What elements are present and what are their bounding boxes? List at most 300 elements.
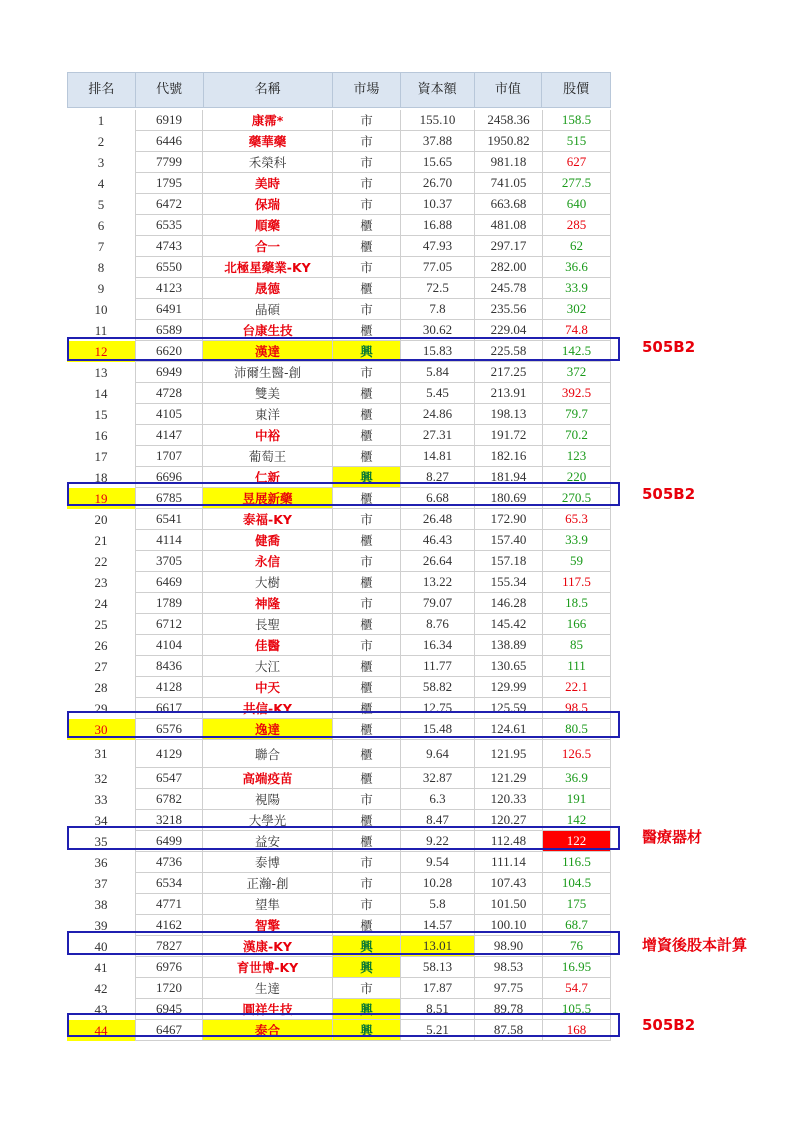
table-row: [67, 236, 611, 257]
cell-market-cap: 130.65: [475, 656, 543, 677]
cell-price: 33.9: [543, 530, 611, 551]
cell-capital: 9.22: [401, 831, 475, 852]
cell-capital: 58.13: [401, 957, 475, 978]
cell-capital: 47.93: [401, 236, 475, 257]
cell-rank: 18: [94, 469, 108, 485]
cell-code: 7799: [135, 152, 203, 173]
cell-code: 6620: [135, 341, 203, 362]
cell-market-cap: 741.05: [475, 173, 543, 194]
cell-capital: 15.83: [401, 341, 475, 362]
table-row: [67, 425, 611, 446]
cell-name: 育世博-KY: [203, 957, 333, 978]
cell-capital: 27.31: [401, 425, 475, 446]
table-row: [67, 677, 611, 698]
cell-price: 126.5: [543, 740, 611, 768]
cell-name: 聯合: [203, 740, 333, 768]
cell-price: 111: [543, 656, 611, 677]
header-code: 代號: [136, 73, 204, 107]
cell-market: 市: [333, 131, 401, 152]
cell-code: 3218: [135, 810, 203, 831]
table-row: [67, 635, 611, 656]
cell-rank: 35: [94, 833, 108, 849]
cell-market-cap: 120.33: [475, 789, 543, 810]
cell-price: 70.2: [543, 425, 611, 446]
cell-price: 142.5: [543, 341, 611, 362]
cell-capital: 155.10: [401, 110, 475, 131]
cell-name: 中裕: [203, 425, 333, 446]
cell-rank: 29: [94, 700, 108, 716]
cell-market: 櫃: [333, 572, 401, 593]
table-row: [67, 915, 611, 936]
table-row: [67, 467, 611, 488]
cell-capital: 10.37: [401, 194, 475, 215]
table-row: [67, 446, 611, 467]
cell-price: 302: [543, 299, 611, 320]
cell-market-cap: 245.78: [475, 278, 543, 299]
cell-market: 櫃: [333, 810, 401, 831]
header-rank: 排名: [68, 73, 136, 107]
cell-name: 北極星藥業-KY: [203, 257, 333, 278]
cell-capital: 13.22: [401, 572, 475, 593]
cell-price: 74.8: [543, 320, 611, 341]
cell-name: 中天: [203, 677, 333, 698]
cell-price: 122: [543, 831, 611, 852]
cell-price: 123: [543, 446, 611, 467]
table-row: [67, 194, 611, 215]
cell-market: 櫃: [333, 719, 401, 740]
table-row: [67, 810, 611, 831]
cell-rank: 43: [94, 1001, 108, 1017]
table-row: [67, 768, 611, 789]
cell-price: 79.7: [543, 404, 611, 425]
cell-capital: 58.82: [401, 677, 475, 698]
cell-capital: 79.07: [401, 593, 475, 614]
table-row: [67, 320, 611, 341]
cell-capital: 72.5: [401, 278, 475, 299]
cell-market: 市: [333, 789, 401, 810]
cell-rank: 14: [94, 385, 108, 401]
cell-price: 36.9: [543, 768, 611, 789]
cell-market-cap: 282.00: [475, 257, 543, 278]
cell-code: 1720: [135, 978, 203, 999]
cell-name: 雙美: [203, 383, 333, 404]
cell-price: 36.6: [543, 257, 611, 278]
cell-name: 合一: [203, 236, 333, 257]
cell-name: 泰合: [203, 1020, 333, 1041]
cell-capital: 8.27: [401, 467, 475, 488]
cell-rank: 3: [97, 154, 105, 170]
table-row: [67, 341, 611, 362]
cell-code: 6576: [135, 719, 203, 740]
cell-rank: 1: [97, 112, 105, 128]
cell-code: 4129: [135, 740, 203, 768]
cell-rank: 10: [94, 301, 108, 317]
cell-rank: 11: [94, 322, 108, 338]
cell-price: 515: [543, 131, 611, 152]
table-row: [67, 278, 611, 299]
cell-rank: 37: [94, 875, 108, 891]
cell-code: 6472: [135, 194, 203, 215]
header-market: 市場: [333, 73, 401, 107]
cell-price: 270.5: [543, 488, 611, 509]
cell-capital: 26.64: [401, 551, 475, 572]
cell-market: 櫃: [333, 614, 401, 635]
table-row: [67, 831, 611, 852]
cell-name: 視陽: [203, 789, 333, 810]
cell-code: 4147: [135, 425, 203, 446]
cell-code: 4114: [135, 530, 203, 551]
cell-name: 泰博: [203, 852, 333, 873]
cell-market: 市: [333, 873, 401, 894]
table-row: [67, 698, 611, 719]
cell-rank: 20: [94, 511, 108, 527]
cell-name: 美時: [203, 173, 333, 194]
cell-code: 6467: [135, 1020, 203, 1041]
cell-market: 櫃: [333, 530, 401, 551]
table-row: [67, 656, 611, 677]
cell-market: 櫃: [333, 768, 401, 789]
table-row: [67, 873, 611, 894]
cell-market-cap: 229.04: [475, 320, 543, 341]
table-row: [67, 257, 611, 278]
cell-price: 372: [543, 362, 611, 383]
cell-rank: 38: [94, 896, 108, 912]
cell-code: 4736: [135, 852, 203, 873]
cell-market: 市: [333, 257, 401, 278]
cell-market: 櫃: [333, 446, 401, 467]
cell-code: 6617: [135, 698, 203, 719]
cell-name: 逸達: [203, 719, 333, 740]
cell-rank: 6: [97, 217, 105, 233]
cell-market: 櫃: [333, 677, 401, 698]
cell-rank: 25: [94, 616, 108, 632]
cell-market-cap: 235.56: [475, 299, 543, 320]
cell-capital: 9.64: [401, 740, 475, 768]
table-row: [67, 614, 611, 635]
table-row: [67, 999, 611, 1020]
table-row: [67, 978, 611, 999]
cell-code: 8436: [135, 656, 203, 677]
cell-market: 市: [333, 593, 401, 614]
cell-price: 62: [543, 236, 611, 257]
cell-market: 市: [333, 173, 401, 194]
cell-market-cap: 124.61: [475, 719, 543, 740]
cell-code: 6534: [135, 873, 203, 894]
cell-code: 6547: [135, 768, 203, 789]
cell-market: 興: [333, 957, 401, 978]
cell-name: 高端疫苗: [203, 768, 333, 789]
cell-capital: 26.48: [401, 509, 475, 530]
table-row: [67, 383, 611, 404]
cell-market: 櫃: [333, 383, 401, 404]
annotation-capital-increase: 增資後股本計算: [642, 936, 748, 954]
cell-price: 98.5: [543, 698, 611, 719]
cell-code: 6550: [135, 257, 203, 278]
cell-market-cap: 155.34: [475, 572, 543, 593]
cell-name: 順藥: [203, 215, 333, 236]
cell-name: 漢康-KY: [203, 936, 333, 957]
cell-market: 市: [333, 110, 401, 131]
cell-market-cap: 481.08: [475, 215, 543, 236]
cell-price: 220: [543, 467, 611, 488]
cell-name: 圓祥生技: [203, 999, 333, 1020]
cell-price: 142: [543, 810, 611, 831]
cell-rank: 8: [97, 259, 105, 275]
cell-market: 櫃: [333, 698, 401, 719]
table-row: [67, 572, 611, 593]
cell-name: 藥華藥: [203, 131, 333, 152]
cell-price: 392.5: [543, 383, 611, 404]
cell-capital: 77.05: [401, 257, 475, 278]
cell-capital: 26.70: [401, 173, 475, 194]
cell-name: 台康生技: [203, 320, 333, 341]
cell-name: 佳醫: [203, 635, 333, 656]
table-row: [67, 957, 611, 978]
cell-market-cap: 213.91: [475, 383, 543, 404]
cell-price: 105.5: [543, 999, 611, 1020]
cell-capital: 37.88: [401, 131, 475, 152]
cell-market-cap: 1950.82: [475, 131, 543, 152]
cell-market: 市: [333, 852, 401, 873]
annotation-505b2: 505B2: [642, 485, 696, 503]
cell-market: 櫃: [333, 236, 401, 257]
cell-price: 285: [543, 215, 611, 236]
cell-market-cap: 97.75: [475, 978, 543, 999]
cell-rank: 24: [94, 595, 108, 611]
cell-code: 4728: [135, 383, 203, 404]
header-market-cap: 市值: [475, 73, 543, 107]
cell-market-cap: 663.68: [475, 194, 543, 215]
cell-capital: 15.65: [401, 152, 475, 173]
cell-code: 4743: [135, 236, 203, 257]
cell-rank: 31: [94, 746, 108, 761]
cell-rank: 32: [94, 770, 108, 786]
cell-market: 市: [333, 362, 401, 383]
table-row: [67, 362, 611, 383]
cell-name: 禾榮科: [203, 152, 333, 173]
cell-name: 晟德: [203, 278, 333, 299]
cell-rank: 12: [67, 341, 135, 362]
cell-capital: 6.3: [401, 789, 475, 810]
cell-name: 東洋: [203, 404, 333, 425]
cell-price: 277.5: [543, 173, 611, 194]
cell-market: 市: [333, 551, 401, 572]
cell-market: 市: [333, 509, 401, 530]
cell-price: 33.9: [543, 278, 611, 299]
cell-name: 漢達: [203, 341, 333, 362]
table-row: [67, 152, 611, 173]
table-row: [67, 719, 611, 740]
cell-capital: 5.8: [401, 894, 475, 915]
cell-rank: 30: [67, 719, 135, 740]
cell-capital: 8.51: [401, 999, 475, 1020]
cell-name: 智擎: [203, 915, 333, 936]
cell-market: 市: [333, 194, 401, 215]
cell-capital: 12.75: [401, 698, 475, 719]
cell-rank: 7: [97, 238, 105, 254]
cell-price: 76: [543, 936, 611, 957]
cell-market: 興: [333, 936, 401, 957]
cell-market-cap: 98.90: [475, 936, 543, 957]
cell-price: 18.5: [543, 593, 611, 614]
cell-rank: 40: [94, 938, 108, 954]
table-row: [67, 110, 611, 131]
cell-market-cap: 172.90: [475, 509, 543, 530]
cell-name: 望隼: [203, 894, 333, 915]
cell-market-cap: 225.58: [475, 341, 543, 362]
cell-code: 6782: [135, 789, 203, 810]
cell-rank: 19: [67, 488, 135, 509]
cell-name: 大樹: [203, 572, 333, 593]
cell-capital: 17.87: [401, 978, 475, 999]
cell-name: 長聖: [203, 614, 333, 635]
cell-code: 6949: [135, 362, 203, 383]
table-row: [67, 894, 611, 915]
cell-code: 1707: [135, 446, 203, 467]
cell-market: 興: [333, 1020, 401, 1041]
cell-code: 4771: [135, 894, 203, 915]
cell-price: 22.1: [543, 677, 611, 698]
cell-market-cap: 129.99: [475, 677, 543, 698]
cell-name: 葡萄王: [203, 446, 333, 467]
cell-rank: 36: [94, 854, 108, 870]
cell-code: 7827: [135, 936, 203, 957]
cell-market: 櫃: [333, 740, 401, 768]
cell-market-cap: 120.27: [475, 810, 543, 831]
cell-capital: 16.88: [401, 215, 475, 236]
cell-capital: 32.87: [401, 768, 475, 789]
cell-name: 共信-KY: [203, 698, 333, 719]
cell-name: 永信: [203, 551, 333, 572]
cell-code: 6469: [135, 572, 203, 593]
cell-rank: 13: [94, 364, 108, 380]
cell-code: 1789: [135, 593, 203, 614]
cell-rank: 5: [97, 196, 105, 212]
cell-capital: 14.81: [401, 446, 475, 467]
table-row: [67, 173, 611, 194]
cell-market-cap: 89.78: [475, 999, 543, 1020]
cell-name: 沛爾生醫-創: [203, 362, 333, 383]
cell-code: 6945: [135, 999, 203, 1020]
cell-market-cap: 198.13: [475, 404, 543, 425]
cell-rank: 15: [94, 406, 108, 422]
table-row: [67, 740, 611, 768]
cell-market-cap: 138.89: [475, 635, 543, 656]
cell-market-cap: 87.58: [475, 1020, 543, 1041]
cell-code: 6541: [135, 509, 203, 530]
cell-price: 168: [543, 1020, 611, 1041]
cell-name: 昱展新藥: [203, 488, 333, 509]
cell-rank: 21: [94, 532, 108, 548]
cell-code: 6499: [135, 831, 203, 852]
cell-market: 櫃: [333, 215, 401, 236]
cell-capital: 9.54: [401, 852, 475, 873]
cell-rank: 39: [94, 917, 108, 933]
cell-price: 627: [543, 152, 611, 173]
cell-price: 191: [543, 789, 611, 810]
cell-capital: 14.57: [401, 915, 475, 936]
annotation-505b2: 505B2: [642, 338, 696, 356]
cell-rank: 9: [97, 280, 105, 296]
header-price: 股價: [563, 82, 590, 97]
cell-rank: 22: [94, 553, 108, 569]
cell-code: 6696: [135, 467, 203, 488]
table-row: [67, 530, 611, 551]
cell-market-cap: 2458.36: [475, 110, 543, 131]
annotation-505b2: 505B2: [642, 1016, 696, 1034]
cell-capital: 5.21: [401, 1020, 475, 1041]
cell-capital: 10.28: [401, 873, 475, 894]
cell-market: 市: [333, 152, 401, 173]
cell-price: 116.5: [543, 852, 611, 873]
cell-market: 櫃: [333, 404, 401, 425]
table-row: [67, 131, 611, 152]
cell-market: 櫃: [333, 320, 401, 341]
cell-market: 市: [333, 978, 401, 999]
cell-market-cap: 112.48: [475, 831, 543, 852]
cell-capital: 11.77: [401, 656, 475, 677]
cell-market-cap: 100.10: [475, 915, 543, 936]
cell-market-cap: 125.59: [475, 698, 543, 719]
cell-capital: 24.86: [401, 404, 475, 425]
cell-market-cap: 121.95: [475, 740, 543, 768]
cell-name: 康霈*: [203, 110, 333, 131]
cell-market-cap: 121.29: [475, 768, 543, 789]
cell-rank: 27: [94, 658, 108, 674]
cell-name: 大江: [203, 656, 333, 677]
cell-price: 80.5: [543, 719, 611, 740]
cell-market-cap: 181.94: [475, 467, 543, 488]
cell-market: 櫃: [333, 488, 401, 509]
table-row: [67, 509, 611, 530]
table-row: [67, 551, 611, 572]
cell-rank: 33: [94, 791, 108, 807]
cell-code: 6785: [135, 488, 203, 509]
cell-price: 59: [543, 551, 611, 572]
cell-market-cap: 146.28: [475, 593, 543, 614]
table-row: [67, 488, 611, 509]
cell-rank: 2: [97, 133, 105, 149]
cell-code: 1795: [135, 173, 203, 194]
cell-rank: 4: [97, 175, 105, 191]
cell-capital: 46.43: [401, 530, 475, 551]
cell-market-cap: 981.18: [475, 152, 543, 173]
cell-name: 保瑞: [203, 194, 333, 215]
header-name: 名稱: [204, 73, 334, 107]
table-row: [67, 789, 611, 810]
cell-capital: 16.34: [401, 635, 475, 656]
cell-market: 市: [333, 299, 401, 320]
cell-code: 6535: [135, 215, 203, 236]
cell-code: 4123: [135, 278, 203, 299]
cell-code: 6491: [135, 299, 203, 320]
table-row: [67, 852, 611, 873]
cell-capital: 7.8: [401, 299, 475, 320]
cell-market: 櫃: [333, 278, 401, 299]
cell-rank: 42: [94, 980, 108, 996]
cell-price: 158.5: [543, 110, 611, 131]
cell-name: 益安: [203, 831, 333, 852]
cell-name: 大學光: [203, 810, 333, 831]
table-row: [67, 404, 611, 425]
cell-price: 54.7: [543, 978, 611, 999]
cell-rank: 17: [94, 448, 108, 464]
cell-market-cap: 182.16: [475, 446, 543, 467]
cell-capital: 5.45: [401, 383, 475, 404]
cell-capital: 5.84: [401, 362, 475, 383]
cell-name: 神隆: [203, 593, 333, 614]
cell-capital: 15.48: [401, 719, 475, 740]
